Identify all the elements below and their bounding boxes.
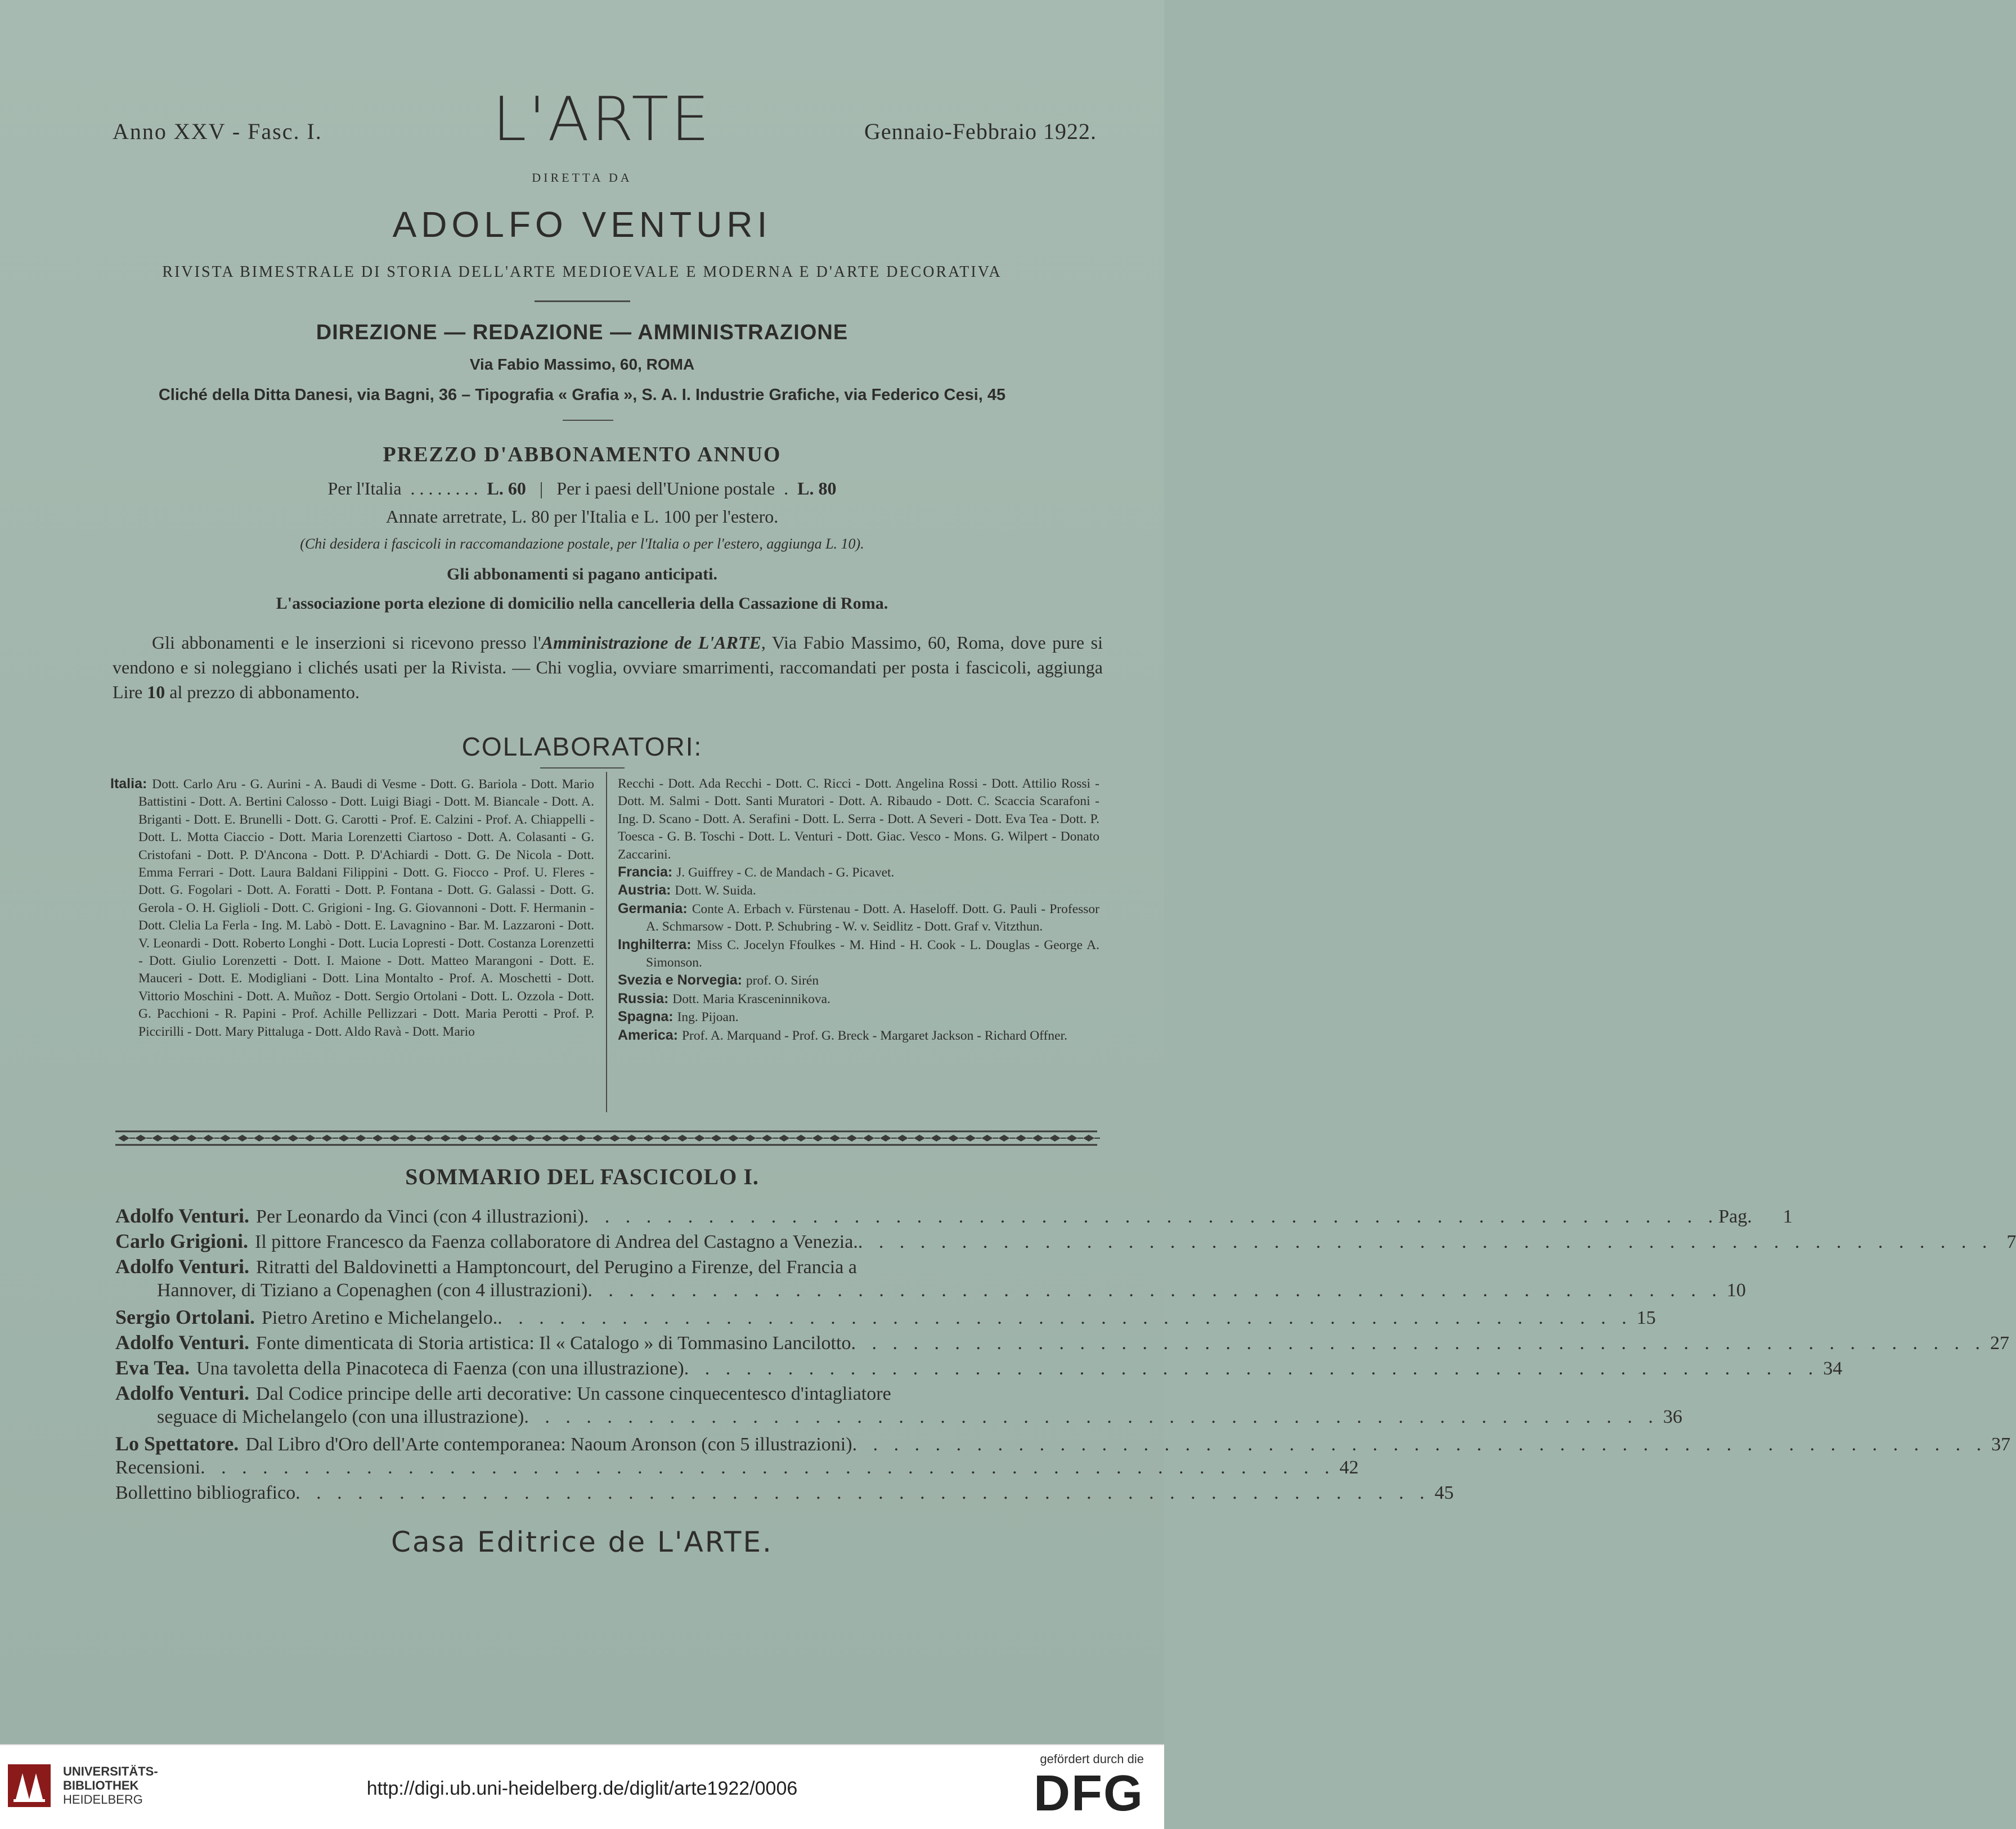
toc-author: Sergio Ortolani.: [115, 1306, 255, 1328]
ornament-diamond: [677, 1135, 688, 1142]
collaborators-left-column: [110, 775, 594, 1041]
toc-title: Dal Libro d'Oro dell'Arte contemporanea: Naoum Aronson (con 5 illustrazioni): [245, 1434, 852, 1455]
collaborator-names: Prof. A. Marquand - Prof. G. Breck - Margaret Jackson - Richard Offner.: [681, 1028, 1067, 1043]
journal-subtitle: RIVISTA BIMESTRALE DI STORIA DELL'ARTE MEDIOEVALE E MODERNA E D'ARTE DECORATIVA: [162, 263, 1002, 281]
collaborator-names: Dott. Carlo Aru - G. Aurini - A. Baudi di Vesme - Dott. G. Bariola - Dott. Mario Battistini - Dott. A. Bertini Calosso - Dott. Luigi Biagi - Dott. M. Biancale - Dott. A. Briganti - Dott. E. Brunelli - Dott. G. Carotti - Prof. E. Calzini - Prof. A. Chiappelli - Dott. L. Motta Ciaccio - Dott. Maria Lorenzetti Ciartoso - Dott. A. Colasanti - G. Cristofani - Dott. P. D'Ancona - Dott. P. D'Achiardi - Dott. G. De Nicola - Dott. Emma Ferrari - Dott. Laura Baldani Filippini - Dott. G. Fiocco - Prof. U. Fleres - Dott. G. Fogolari - Dott. A. Foratti - Dott. P. Fontana - Dott. G. Galassi - Dott. G. Gerola - O. H. Giglioli - Dott. C. Grigioni - Ing. G. Giovannoni - Dott. F. Hermanin - Dott. Clelia La Ferla - Ing. M. Labò - Dott. E. Lavagnino - Bar. M. Lazzaroni - Dott. V. Leonardi - Dott. Roberto Longhi - Dott. Lucia Lopresti - Dott. Costanza Lorenzetti - Dott. Giulio Lorenzetti - Dott. I. Maione - Dott. Matteo Marangoni - Dott. E. Mauceri - Dott. E. Modigliani - Dott. Lina Montalto - Prof. A. Moschetti - Dott. Vittorio Moschini - Dott. A. Muñoz - Dott. Sergio Ortolani - Dott. L. Ozzola - Dott. G. Pacchioni - R. Papini - Prof. Achille Pellizzari - Dott. Maria Perotti - Prof. P. Piccirilli - Dott. Mary Pittaluga - Dott. Aldo Ravà - Dott. Mario: [138, 777, 595, 1039]
toc-page-number: 37: [1991, 1434, 2011, 1455]
ornament-diamond: [118, 1135, 129, 1142]
ornament-diamond: [508, 1135, 519, 1142]
ornament-diamond: [220, 1135, 231, 1142]
toc-page-number: 10: [1726, 1280, 1746, 1301]
toc-entry-text: [115, 1356, 684, 1379]
collaborator-entry: [618, 990, 1099, 1008]
collaborators-heading: COLLABORATORI:: [461, 732, 703, 761]
notice-amount: 10: [147, 682, 165, 702]
toc-entry-text: [115, 1255, 857, 1278]
collaborator-names: Dott. W. Suida.: [675, 883, 756, 898]
collaborator-entry: [618, 775, 1099, 864]
leader-dots: . . . . . . . . . . . . . . . . . . . . . . . . . . . . . . . . . . . . . . . . . . . . . . . . . . . . . . .: [295, 1482, 1430, 1503]
toc-entry-text: [115, 1204, 584, 1228]
ornament-diamond: [541, 1135, 553, 1142]
ornament-diamond: [626, 1135, 637, 1142]
italy-label: Per l'Italia: [327, 478, 402, 498]
toc-title: Fonte dimenticata di Storia artistica: Il « Catalogo » di Tommasino Lancilotto: [256, 1333, 851, 1354]
ornament-diamond: [711, 1135, 722, 1142]
toc-title-continued: Hannover, di Tiziano a Copenaghen (con 4 illustrazioni): [157, 1280, 588, 1301]
toc-title: Recensioni: [115, 1457, 201, 1478]
toc-entry-continuation: [115, 1280, 1746, 1305]
toc-page-number: 42: [1339, 1457, 1359, 1478]
collaborator-names: prof. O. Sirén: [746, 973, 819, 988]
ornament-diamond: [575, 1135, 586, 1142]
leader-dots: . . . . . . . . . . . . . . . . . . . . . . . . . . . . . . . . . . . . . . . . . . . . . . . . . . . . . . .: [684, 1358, 1819, 1379]
divider-rule: [535, 300, 630, 302]
administration-heading: DIREZIONE — REDAZIONE — AMMINISTRAZIONE: [316, 321, 848, 344]
toc-title: Ritratti del Baldovinetti a Hamptoncourt, del Perugino a Firenze, del Francia a: [256, 1257, 857, 1278]
advance-payment-note: Gli abbonamenti si pagano anticipati.: [447, 565, 717, 583]
toc-title: Pietro Aretino e Michelangelo.: [261, 1307, 498, 1328]
toc-author: Lo Spettatore.: [115, 1432, 239, 1455]
ornament-diamond: [169, 1135, 180, 1142]
italy-price: L. 60: [487, 478, 526, 498]
ornament-diamond: [203, 1135, 214, 1142]
collaborator-entry: [618, 1008, 1099, 1026]
table-of-contents: [115, 1204, 2016, 1508]
collaborator-names: Ing. Pijoan.: [677, 1010, 739, 1025]
publisher-line: Casa Editrice de L'ARTE.: [391, 1526, 773, 1558]
toc-entry-text: [115, 1381, 891, 1405]
subscription-notice: [113, 630, 1103, 704]
ornament-diamond: [372, 1135, 383, 1142]
toc-page-number: 15: [1636, 1307, 1656, 1328]
toc-title: Una tavoletta della Pinacoteca di Faenza (con una illustrazione): [196, 1358, 684, 1379]
leader-dots: . . . . . . . . . . . . . . . . . . . . . . . . . . . . . . . . . . . . . . . . . . . . . . . . . . . . . . .: [524, 1406, 1659, 1427]
ornament-diamond: [186, 1135, 197, 1142]
domicile-note: L'associazione porta elezione di domicilio nella cancelleria della Cassazione di Roma.: [276, 594, 888, 613]
toc-entry: [115, 1356, 1843, 1381]
ornament-diamond: [1066, 1135, 1077, 1142]
subscription-heading: PREZZO D'ABBONAMENTO ANNUO: [383, 443, 782, 466]
ornament-diamond: [237, 1135, 248, 1142]
ornament-diamond: [304, 1135, 316, 1142]
leader-dots: .: [779, 478, 793, 498]
column-divider: [606, 772, 607, 1112]
ornament-diamond: [1083, 1135, 1094, 1142]
digital-library-footer: [0, 1744, 1164, 1829]
ornament-diamond: [592, 1135, 603, 1142]
ornament-diamond: [914, 1135, 925, 1142]
union-label: Per i paesi dell'Unione postale: [556, 478, 775, 498]
ornament-diamond: [728, 1135, 739, 1142]
funding-note: gefördert durch die: [1040, 1752, 1144, 1766]
issue-date: Gennaio-Febbraio 1922.: [864, 119, 1097, 144]
ornament-diamond: [135, 1135, 146, 1142]
toc-entry-text: [115, 1331, 851, 1354]
ornament-diamond: [1049, 1135, 1061, 1142]
registered-mail-note: (Chi desidera i fascicoli in raccomandazione postale, per l'Italia o per l'estero, aggiunga L. 10).: [300, 536, 864, 552]
toc-page-number: 45: [1434, 1482, 1454, 1503]
toc-entry: [115, 1457, 1359, 1482]
toc-page-number: 7: [2006, 1232, 2016, 1252]
toc-title: Per Leonardo da Vinci (con 4 illustrazioni): [256, 1206, 584, 1227]
toc-entry-text: [115, 1482, 295, 1504]
ornament-diamond: [863, 1135, 874, 1142]
ornament-diamond: [524, 1135, 536, 1142]
journal-logo: L'ARTE: [492, 84, 712, 155]
collaborator-entry: [618, 882, 1099, 900]
leader-dots: . . . . . . . . . . . . . . . . . . . . . . . . . . . . . . . . . . . . . . . . . . . . . . . . . . . . . . .: [497, 1307, 1632, 1328]
toc-title-continued: seguace di Michelangelo (con una illustrazione): [157, 1406, 524, 1427]
ornament-diamond: [491, 1135, 502, 1142]
ornament-diamond: [389, 1135, 400, 1142]
toc-author: Eva Tea.: [115, 1356, 190, 1379]
library-name-line: BIBLIOTHEK: [63, 1778, 139, 1792]
library-name-line: HEIDELBERG: [63, 1792, 143, 1806]
toc-entry: [115, 1204, 1793, 1229]
toc-entry: [115, 1305, 1656, 1331]
ornament-diamond: [999, 1135, 1010, 1142]
editor-name: ADOLFO VENTURI: [392, 204, 772, 245]
toc-entry-text: [115, 1432, 852, 1455]
ornament-diamond: [1032, 1135, 1044, 1142]
collaborator-entry: [618, 936, 1099, 972]
toc-entry-text: [115, 1229, 858, 1253]
ornament-diamond: [338, 1135, 349, 1142]
leader-dots: . . . . . . . . . . . . . . . . . . . . . . . . . . . . . . . . . . . . . . . . . . . . . . . . . . . . . . .: [857, 1232, 1993, 1252]
ornament-diamond: [440, 1135, 451, 1142]
ornament-diamond: [964, 1135, 976, 1142]
toc-entry: [115, 1482, 1454, 1508]
ornament-diamond: [897, 1135, 908, 1142]
ornament-diamond: [288, 1135, 299, 1142]
subscription-prices: [0, 478, 1164, 499]
toc-title: Dal Codice principe delle arti decorative: Un cassone cinquecentesco d'intagliatore: [256, 1383, 891, 1404]
country-label: Germania:: [618, 900, 692, 916]
toc-entry: [115, 1432, 2011, 1457]
administration-address: Via Fabio Massimo, 60, ROMA: [469, 356, 695, 373]
ornament-diamond: [423, 1135, 434, 1142]
ornament-diamond: [271, 1135, 282, 1142]
ornament-diamond: [880, 1135, 891, 1142]
toc-entry: [115, 1381, 1100, 1406]
country-label: Inghilterra:: [618, 936, 697, 952]
ornament-diamond: [474, 1135, 485, 1142]
ornament-diamond: [948, 1135, 959, 1142]
ornament-diamond: [829, 1135, 841, 1142]
arrears-prices: Annate arretrate, L. 80 per l'Italia e L. 100 per l'estero.: [385, 506, 779, 527]
notice-rest-a: , Via Fabio Massimo, 60, Roma, dove pure si vendono e si noleggiano i clichés usati per la Rivista. — Chi voglia, ovviare smarrimenti, raccomandati per posta i fascicoli, aggiunga Lire: [113, 632, 1103, 702]
ornament-diamond: [643, 1135, 654, 1142]
collaborator-entry: [618, 1027, 1099, 1045]
country-label: Austria:: [618, 882, 675, 898]
ornament-diamond: [931, 1135, 942, 1142]
volume-issue: Anno XXV - Fasc. I.: [113, 119, 322, 144]
ornament-diamond: [981, 1135, 993, 1142]
ornamental-border-icon: [115, 1130, 1097, 1147]
ornament-diamond: [846, 1135, 857, 1142]
printers-line: Cliché della Ditta Danesi, via Bagni, 36 – Tipografia « Grafia », S. A. I. Industrie Grafiche, via Federico Cesi, 45: [158, 386, 1006, 404]
collaborator-entry: [618, 900, 1099, 936]
ornament-diamond: [152, 1135, 163, 1142]
toc-entry-continuation: [115, 1406, 1682, 1432]
ornament-diamond: [406, 1135, 417, 1142]
divider-rule: [540, 767, 625, 769]
leader-dots: . . . . . . . . . . . . . . . . . . . . . . . . . . . . . . . . . . . . . . . . . . . . . . . . . . . . . . .: [583, 1206, 1719, 1227]
ornament-diamond: [660, 1135, 671, 1142]
ornament-diamond: [609, 1135, 621, 1142]
collaborator-entry: [618, 972, 1099, 990]
country-label: America:: [618, 1027, 682, 1043]
country-label: Spagna:: [618, 1009, 677, 1025]
ornament-diamond: [457, 1135, 468, 1142]
collaborator-names: J. Guiffrey - C. de Mandach - G. Picavet.: [676, 865, 895, 880]
notice-admin-name: Amministrazione de L'ARTE: [541, 632, 761, 653]
collaborator-entry: [618, 864, 1099, 882]
country-label: Italia:: [110, 776, 152, 792]
ornament-diamond: [1016, 1135, 1027, 1142]
collaborator-names: Miss C. Jocelyn Ffoulkes - M. Hind - H. Cook - L. Douglas - George A. Simonson.: [646, 937, 1100, 970]
toc-page-number: 36: [1663, 1406, 1682, 1427]
toc-entry-text: [115, 1305, 497, 1329]
directed-by-label: DIRETTA DA: [532, 170, 632, 185]
toc-entry: [115, 1331, 2009, 1356]
leader-dots: . . . . . . . .: [406, 478, 483, 498]
leader-dots: . . . . . . . . . . . . . . . . . . . . . . . . . . . . . . . . . . . . . . . . . . . . . . . . . . . . . . .: [851, 1333, 1986, 1354]
ornament-diamond: [694, 1135, 705, 1142]
collaborator-names: Recchi - Dott. Ada Recchi - Dott. C. Ricci - Dott. Angelina Rossi - Dott. Attilio Rossi - Dott. M. Salmi - Dott. Santi Muratori - Dott. A. Ribaudo - Dott. C. Scaccia Scarafoni - Ing. D. Scano - Dott. A. Serafini - Dott. L. Serra - Dott. A Severi - Dott. Eva Tea - Dott. P. Toesca - G. B. Toschi - Dott. L. Venturi - Dott. Giac. Vesco - Mons. G. Wilpert - Donato Zaccarini.: [618, 776, 1099, 862]
notice-intro: Gli abbonamenti e le inserzioni si ricevono presso l': [152, 632, 541, 653]
toc-author: Adolfo Venturi.: [115, 1382, 250, 1404]
permalink-url[interactable]: http://digi.ub.uni-heidelberg.de/diglit/arte1922/0006: [366, 1778, 798, 1799]
toc-page-number: 34: [1823, 1358, 1843, 1379]
union-price: L. 80: [797, 478, 837, 498]
ornament-diamond: [812, 1135, 824, 1142]
toc-page-number: 27: [1990, 1333, 2009, 1354]
notice-rest-b: al prezzo di abbonamento.: [165, 682, 360, 702]
toc-title: Bollettino bibliografico: [115, 1482, 296, 1503]
library-name-line: UNIVERSITÄTS-: [63, 1764, 158, 1778]
toc-page-number: 1: [1782, 1206, 1793, 1227]
dfg-logo: DFG: [1034, 1765, 1144, 1822]
country-label: Russia:: [618, 990, 673, 1006]
toc-entry-text: [115, 1457, 200, 1479]
toc-entry: [115, 1229, 2016, 1255]
toc-author: Adolfo Venturi.: [115, 1255, 250, 1278]
leader-dots: . . . . . . . . . . . . . . . . . . . . . . . . . . . . . . . . . . . . . . . . . . . . . . . . . . . . . . .: [587, 1280, 1722, 1301]
ornament-diamond: [744, 1135, 756, 1142]
page-label: Pag.: [1718, 1206, 1752, 1227]
country-label: Francia:: [618, 864, 677, 880]
collaborator-names: Dott. Maria Krasceninnikova.: [672, 991, 830, 1006]
leader-dots: . . . . . . . . . . . . . . . . . . . . . . . . . . . . . . . . . . . . . . . . . . . . . . . . . . . . . . .: [852, 1434, 1987, 1455]
contents-heading: SOMMARIO DEL FASCICOLO I.: [405, 1164, 759, 1189]
country-label: Svezia e Norvegia:: [618, 972, 746, 988]
ornament-diamond: [355, 1135, 366, 1142]
ornament-diamond: [796, 1135, 807, 1142]
toc-author: Adolfo Venturi.: [115, 1331, 250, 1354]
ornament-diamond: [778, 1135, 789, 1142]
ornament-diamond: [321, 1135, 333, 1142]
price-separator: |: [530, 478, 553, 498]
toc-entry: [115, 1255, 1100, 1280]
ornament-diamond: [761, 1135, 773, 1142]
collaborator-names: Conte A. Erbach v. Fürstenau - Dott. A. Haseloff. Dott. G. Pauli - Professor A. Schmarsow - Dott. P. Schubring - W. v. Seidlitz - Dott. Graf v. Vitzthun.: [646, 901, 1099, 934]
ornament-diamond: [254, 1135, 265, 1142]
leader-dots: . . . . . . . . . . . . . . . . . . . . . . . . . . . . . . . . . . . . . . . . . . . . . . . . . . . . . . .: [200, 1457, 1335, 1478]
collaborator-entry: [110, 775, 594, 1041]
toc-author: Adolfo Venturi.: [115, 1205, 250, 1227]
toc-title: Il pittore Francesco da Faenza collaboratore di Andrea del Castagno a Venezia.: [255, 1232, 858, 1252]
ornament-diamond: [558, 1135, 569, 1142]
divider-rule: [563, 420, 613, 421]
toc-author: Carlo Grigioni.: [115, 1230, 248, 1252]
collaborators-right-column: [618, 775, 1099, 1045]
